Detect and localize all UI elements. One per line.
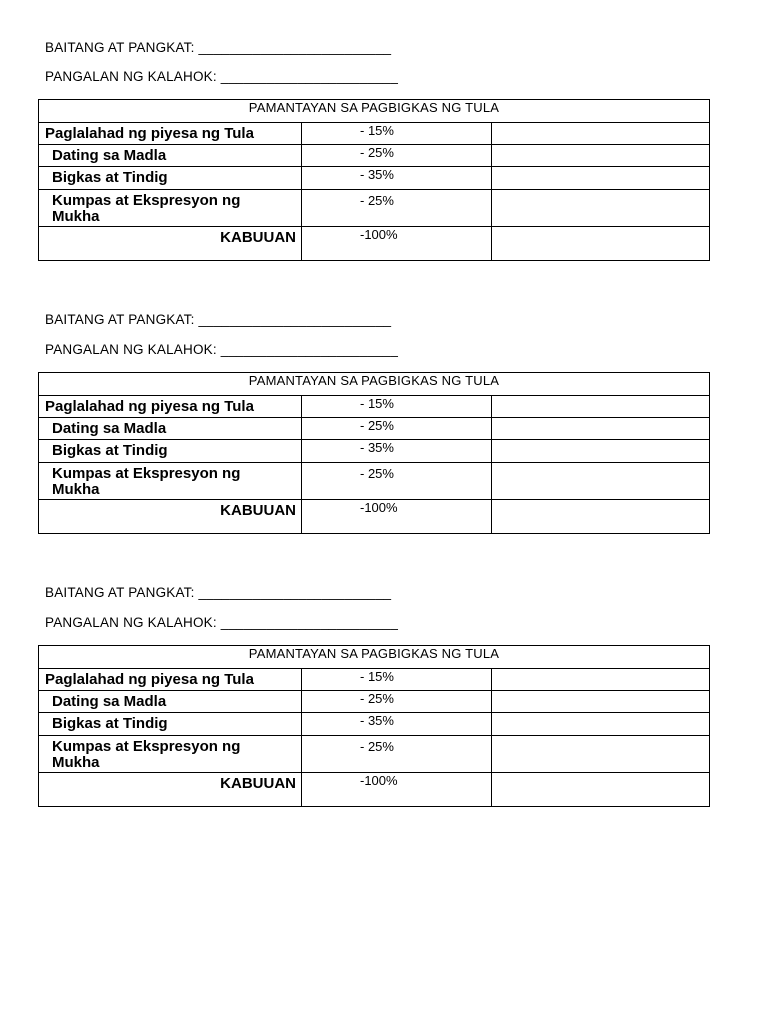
criterion-label: Dating sa Madla (52, 147, 167, 164)
grade-section-line: BAITANG AT PANGKAT: _________________________ (45, 585, 392, 600)
total-percent-cell (302, 227, 492, 261)
score-cell[interactable] (492, 418, 710, 440)
total-score-cell[interactable] (492, 500, 710, 534)
rubric-table (38, 99, 710, 261)
criterion-label: Kumpas at Ekspresyon ng Mukha (52, 738, 241, 771)
contestant-name-line: PANGALAN NG KALAHOK: _______________________ (45, 69, 399, 84)
criterion-label: Bigkas at Tindig (52, 442, 168, 459)
rubric-table (38, 372, 710, 534)
score-cell[interactable] (492, 123, 710, 145)
criterion-label: Paglalahad ng piyesa ng Tula (45, 398, 254, 415)
score-cell[interactable] (492, 190, 710, 227)
percent-label: - 35% (360, 167, 394, 182)
total-label-cell (39, 500, 302, 534)
score-cell[interactable] (492, 713, 710, 736)
percent-cell (302, 123, 492, 145)
total-percent: -100% (360, 227, 398, 242)
score-cell[interactable] (492, 396, 710, 418)
percent-label: - 25% (360, 145, 394, 160)
percent-cell (302, 669, 492, 691)
percent-cell (302, 440, 492, 463)
percent-cell (302, 691, 492, 713)
criterion-label: Dating sa Madla (52, 420, 167, 437)
criterion-label: Kumpas at Ekspresyon ng Mukha (52, 192, 241, 225)
criterion-label: Bigkas at Tindig (52, 169, 168, 186)
total-label: KABUUAN (220, 775, 296, 792)
percent-label: - 15% (360, 669, 394, 684)
percent-cell (302, 190, 492, 227)
percent-cell (302, 418, 492, 440)
score-cell[interactable] (492, 669, 710, 691)
criterion-cell (39, 691, 302, 713)
score-cell[interactable] (492, 736, 710, 773)
contestant-name-line: PANGALAN NG KALAHOK: _______________________ (45, 342, 399, 357)
percent-label: - 25% (360, 418, 394, 433)
criterion-cell (39, 440, 302, 463)
percent-label: - 25% (360, 739, 394, 754)
criterion-label: Kumpas at Ekspresyon ng Mukha (52, 465, 241, 498)
contestant-name-line: PANGALAN NG KALAHOK: _______________________ (45, 615, 399, 630)
percent-label: - 25% (360, 193, 394, 208)
grade-section-line: BAITANG AT PANGKAT: _________________________ (45, 312, 392, 327)
total-score-cell[interactable] (492, 773, 710, 807)
criterion-cell (39, 396, 302, 418)
criterion-label: Dating sa Madla (52, 693, 167, 710)
criterion-cell (39, 463, 302, 500)
table-title: PAMANTAYAN SA PAGBIGKAS NG TULA (39, 646, 710, 669)
total-label-cell (39, 773, 302, 807)
score-cell[interactable] (492, 167, 710, 190)
total-label: KABUUAN (220, 502, 296, 519)
criterion-cell (39, 167, 302, 190)
grade-section-line: BAITANG AT PANGKAT: _________________________ (45, 40, 392, 55)
criterion-cell (39, 145, 302, 167)
criterion-cell (39, 713, 302, 736)
percent-cell (302, 736, 492, 773)
percent-cell (302, 396, 492, 418)
score-cell[interactable] (492, 440, 710, 463)
score-cell[interactable] (492, 463, 710, 500)
percent-cell (302, 167, 492, 190)
criterion-cell (39, 418, 302, 440)
percent-label: - 25% (360, 466, 394, 481)
percent-label: - 35% (360, 440, 394, 455)
score-cell[interactable] (492, 145, 710, 167)
percent-cell (302, 463, 492, 500)
criterion-cell (39, 669, 302, 691)
rubric-table (38, 645, 710, 807)
total-score-cell[interactable] (492, 227, 710, 261)
total-percent: -100% (360, 500, 398, 515)
criterion-label: Bigkas at Tindig (52, 715, 168, 732)
total-percent-cell (302, 500, 492, 534)
score-cell[interactable] (492, 691, 710, 713)
criterion-cell (39, 123, 302, 145)
total-label: KABUUAN (220, 229, 296, 246)
criterion-label: Paglalahad ng piyesa ng Tula (45, 671, 254, 688)
total-percent: -100% (360, 773, 398, 788)
table-title: PAMANTAYAN SA PAGBIGKAS NG TULA (39, 100, 710, 123)
criterion-cell (39, 190, 302, 227)
percent-cell (302, 713, 492, 736)
criterion-label: Paglalahad ng piyesa ng Tula (45, 125, 254, 142)
criterion-cell (39, 736, 302, 773)
percent-label: - 15% (360, 396, 394, 411)
percent-label: - 15% (360, 123, 394, 138)
percent-label: - 35% (360, 713, 394, 728)
total-percent-cell (302, 773, 492, 807)
table-title: PAMANTAYAN SA PAGBIGKAS NG TULA (39, 373, 710, 396)
percent-cell (302, 145, 492, 167)
percent-label: - 25% (360, 691, 394, 706)
total-label-cell (39, 227, 302, 261)
